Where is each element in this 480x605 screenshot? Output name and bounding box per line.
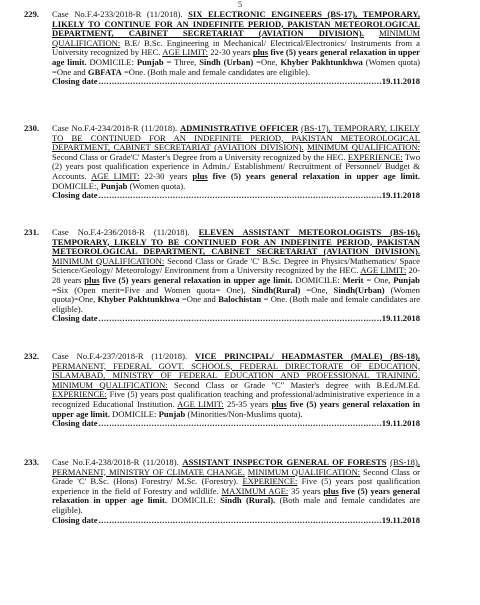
- plus-word: plus: [252, 47, 269, 58]
- domicile-region: Sindh (Urban): [199, 56, 254, 67]
- post-title: SIX ELECTRONIC ENGINEERS (BS-17), TEMPORARY, LIKELY TO CONTINUE FOR AN INDEFINITE PERIOD, PAKISTAN METEOROLOGICAL DEPARTMENT, CABINET SECRETARIAT (AVIATION DIVISION).: [52, 9, 420, 39]
- case-number: Case No.F.4-238/2018-R (11/2018).: [52, 457, 179, 467]
- closing-date: 19.11.2018: [381, 190, 420, 201]
- relaxation-text: five (5) years general relaxation in upper age limit.: [52, 47, 420, 67]
- closing-date-label: Closing date: [52, 76, 98, 87]
- age-limit-text: 22-30 years: [144, 170, 188, 181]
- closing-date-label: Closing date: [52, 418, 98, 429]
- entry-number: 229.: [24, 9, 40, 19]
- domicile-quota: (Women quota)=One,: [52, 284, 420, 305]
- post-details: (BS-17), TEMPORARY, LIKELY TO BE CONTINUED FOR AN INDEFINITE PERIOD, PAKISTAN METEOROLOGICAL DEPARTMENT, CABINET SECRETARIAT (AVIATION DIVISION).: [52, 123, 420, 153]
- domicile-label: DOMICILE:: [171, 495, 216, 506]
- min-qualification-text: Second Class or Grade "C" Master's degree with B.Ed./M.Ed.: [174, 379, 420, 390]
- min-qualification-text: Second Class or Grade'C' Master's Degree from a University recognized by the HEC.: [52, 151, 346, 162]
- post-title: ADMINISTRATIVE OFFICER: [179, 123, 299, 133]
- dot-leader: [99, 516, 381, 526]
- domicile-region: Khyber Pakhtunkhwa: [97, 294, 180, 305]
- age-limit-text: 35 years: [291, 485, 321, 496]
- experience-text: Five (5) years post qualification teaching and professional/administrative experience in a recognized Educational Institution.: [52, 389, 420, 409]
- domicile-quota: =One. (Both male and female candidates are eligible).: [123, 66, 310, 77]
- closing-date-line: [52, 314, 420, 324]
- relaxation-text: five (5) years general relaxation in upper age limit.: [52, 485, 421, 506]
- min-qualification-text: Second Class or Grade 'C' B.Sc. Degree in Physics/Mathematics/ Space Science/Geology/ Meteorology/ Environment from a University recognized by the HEC.: [52, 255, 420, 276]
- domicile-region: Punjab: [136, 56, 164, 67]
- closing-date-line: [52, 191, 420, 201]
- closing-date: 19.11.2018: [381, 313, 420, 324]
- domicile-region: Punjab: [100, 180, 128, 191]
- plus-word: plus: [84, 274, 100, 285]
- post-details: (BS-18), PERMANENT, MINISTRY OF CLIMATE CHANGE.: [52, 457, 420, 477]
- case-number: Case No.F.4-237/2018-R (11/2018).: [52, 351, 188, 361]
- dot-leader: [99, 314, 381, 324]
- domicile-region: Sindh (Rural).: [220, 495, 276, 506]
- closing-date: 19.11.2018: [381, 76, 420, 87]
- age-limit-label: AGE LIMIT:: [360, 265, 407, 276]
- entry-body: [52, 458, 420, 525]
- entry-number: 230.: [24, 123, 40, 133]
- plus-word: plus: [271, 398, 287, 409]
- min-qualification-text: B.E/ B.Sc. Engineering in Mechanical/ Electrical/Electronics/ Instruments from a University recognized by HEC.: [52, 37, 420, 58]
- closing-date: 19.11.2018: [381, 514, 420, 525]
- relaxation-text: five (5) years general relaxation in upper age limit.: [102, 274, 293, 285]
- closing-date-label: Closing date: [52, 190, 98, 201]
- relaxation-text: five (5) years general relaxation in upper age limit.: [212, 170, 420, 181]
- closing-date-line: [52, 516, 420, 526]
- case-number: Case No.F.4-234/2018-R (11/2018).: [52, 123, 178, 133]
- experience-label: EXPERIENCE:: [52, 389, 107, 400]
- entry-body: [52, 10, 420, 87]
- domicile-region: GBFATA: [87, 66, 122, 77]
- age-limit-label: AGE LIMIT:: [162, 47, 208, 58]
- domicile-region: Khyber Pakhtunkhwa: [280, 56, 363, 67]
- experience-text: Two (2) years post qualification experience in Admin./ Establishment/ Recruitment of Personnel/ Budget & Accounts.: [52, 151, 421, 181]
- experience-label: EXPERIENCE:: [242, 476, 298, 487]
- entry-number: 232.: [24, 351, 40, 361]
- entry-number: 233.: [24, 457, 40, 467]
- entry-body: [52, 124, 420, 201]
- domicile-region: Merit: [342, 274, 364, 285]
- plus-word: plus: [192, 170, 208, 181]
- domicile-label: DOMICILE:: [295, 274, 340, 285]
- entry-body: [52, 228, 420, 324]
- post-title: ELEVEN ASSISTANT METEOROLOGISTS (BS-16), TEMPORARY, LIKELY TO BE CONTINUED FOR AN INDEFINITE PERIOD, PAKISTAN METEOROLOGICAL DEPARTMENT, CABINET SECRETARIAT (AVIATION DIVISION).: [52, 227, 420, 257]
- domicile-quota: (Both male and female candidates are eligible).: [52, 495, 421, 515]
- domicile-quota: = One. (Both male and female candidates are eligible).: [52, 294, 421, 314]
- age-limit-text: 25-35 years: [226, 398, 269, 409]
- dot-leader: [99, 419, 381, 429]
- min-qualification-label: MINIMUM QUALIFICATION:: [52, 379, 168, 390]
- domicile-quota: =Six (Open merit=Five and Women quota= One),: [52, 284, 246, 295]
- min-qualification-label: MINIMUM QUALIFICATION:: [52, 28, 420, 48]
- domicile-region: Sindh(Urban): [333, 284, 385, 295]
- page-number: 5: [238, 0, 242, 9]
- domicile-quota: (Minorities/Non-Muslims quota).: [187, 408, 303, 419]
- closing-date-label: Closing date: [52, 514, 98, 525]
- closing-date-line: [52, 419, 420, 429]
- domicile-quota: (Women quota) =One and: [52, 56, 420, 77]
- domicile-region: Sindh(Rural): [251, 284, 301, 295]
- age-limit-label: AGE LIMIT:: [91, 170, 140, 181]
- min-qualification-label: MINIMUM QUALIFICATION:: [247, 466, 361, 477]
- entry-body: [52, 352, 420, 429]
- age-limit-label: AGE LIMIT:: [177, 398, 224, 409]
- max-age-label: MAXIMUM AGE:: [221, 485, 289, 496]
- domicile-label: DOMICILE:: [112, 408, 157, 419]
- case-number: Case No.F.4-236/2018-R (11/2018).: [52, 227, 190, 237]
- experience-label: EXPERIENCE:: [347, 151, 403, 162]
- domicile-label: DOMICILE:,: [52, 180, 99, 191]
- post-title: ASSISTANT INSPECTOR GENERAL OF FORESTS: [182, 457, 387, 467]
- min-qualification-text: Second Class or Grade 'C' B.Sc. (Hons) Forestry/ M.Sc. (Forestry).: [52, 466, 421, 487]
- min-qualification-label: MINIMUM QUALIFICATION:: [52, 255, 165, 266]
- domicile-label: DOMICILE:: [89, 56, 134, 67]
- age-limit-text: 20-28 years: [52, 265, 421, 285]
- entry-number: 231.: [24, 227, 40, 237]
- domicile-region: Punjab: [158, 408, 186, 419]
- domicile-quota: =One,: [256, 56, 278, 67]
- closing-date-line: [52, 77, 420, 87]
- min-qualification-label: MINIMUM QUALIFICATION:: [307, 142, 420, 153]
- closing-date: 19.11.2018: [381, 418, 420, 429]
- experience-text: Five (5) years post qualification experience in the field of Forestry and wildlife.: [52, 476, 420, 496]
- post-details: PERMANENT, FEDERAL GOVT. SCHOOLS, FEDERAL DIRECTORATE OF EDUCATION, ISLAMABAD, MINISTRY OF FEDERAL EDUCATION AND PROFESSIONAL TRAINING.: [52, 360, 420, 381]
- domicile-quota: =One,: [306, 284, 328, 295]
- domicile-region: Punjab: [393, 274, 420, 285]
- case-number: Case No.F.4-233/2018-R (11/2018).: [52, 9, 183, 19]
- relaxation-text: five (5) years general relaxation in upper age limit.: [52, 398, 421, 419]
- domicile-region: Balochistan: [218, 294, 262, 305]
- dot-leader: [99, 77, 381, 87]
- age-limit-text: 22-30 years: [210, 47, 251, 58]
- domicile-quota: = One,: [366, 274, 391, 285]
- domicile-quota: =One and: [181, 294, 216, 305]
- dot-leader: [99, 191, 381, 201]
- domicile-quota: (Women quota).: [129, 180, 186, 191]
- closing-date-label: Closing date: [52, 313, 98, 324]
- domicile-quota: = Three,: [166, 56, 197, 67]
- post-title: VICE PRINCIPAL/ HEADMASTER (MALE) (BS-18),: [194, 351, 420, 361]
- plus-word: plus: [323, 485, 339, 496]
